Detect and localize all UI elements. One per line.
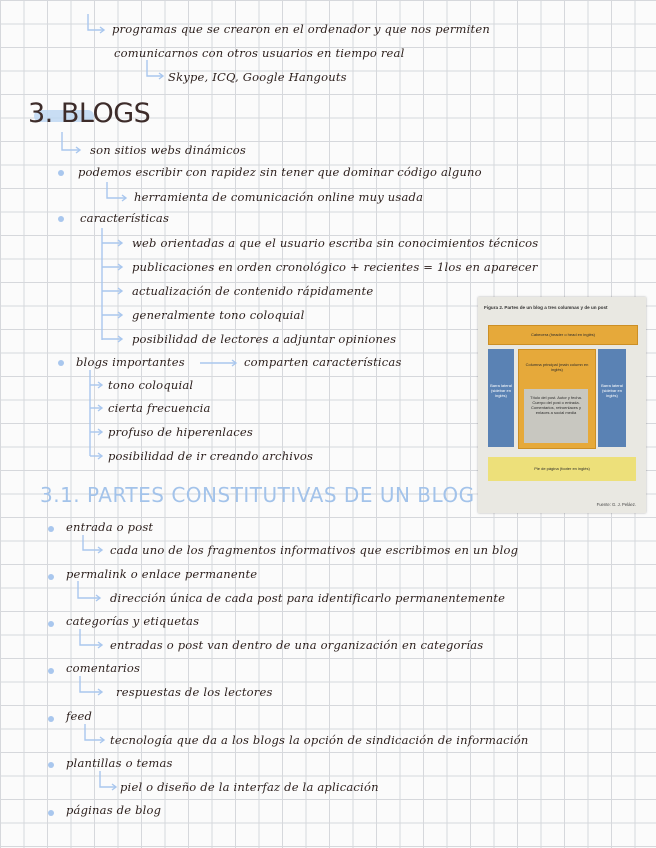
part-label: plantillas o temas bbox=[66, 756, 173, 770]
characteristic-item: posibilidad de lectores a adjuntar opiniones bbox=[132, 332, 397, 346]
bullet-dot bbox=[48, 668, 54, 674]
figure-left-label: Barra lateral (sidebar en inglés) bbox=[490, 383, 512, 398]
characteristic-item: generalmente tono coloquial bbox=[132, 308, 305, 322]
blog-structure-figure-photo bbox=[478, 297, 646, 513]
blogs-characteristics: características bbox=[80, 211, 170, 225]
figure-right-sidebar bbox=[598, 349, 626, 447]
characteristic-item: web orientadas a que el usuario escriba sin conocimientos técnicos bbox=[132, 236, 539, 250]
bullet-dot bbox=[48, 716, 54, 722]
bullet-dot bbox=[58, 216, 64, 222]
bullet-dot bbox=[48, 574, 54, 580]
part-label: permalink o enlace permanente bbox=[66, 567, 258, 581]
part-label: feed bbox=[66, 709, 93, 723]
blogs-important: blogs importantes bbox=[76, 355, 185, 369]
part-description: tecnología que da a los blogs la opción de sindicación de información bbox=[110, 733, 529, 747]
bullet-dot bbox=[48, 621, 54, 627]
figure-caption: Figura 2. Partes de un blog a tres columnas y de un post bbox=[484, 305, 608, 310]
part-label: comentarios bbox=[66, 661, 141, 675]
blogs-point-1: podemos escribir con rapidez sin tener que dominar código alguno bbox=[78, 165, 482, 179]
figure-right-label: Barra lateral (sidebar en inglés) bbox=[601, 383, 623, 398]
bullet-dot bbox=[48, 526, 54, 532]
figure-post-box bbox=[524, 389, 588, 443]
bullet-dot bbox=[48, 762, 54, 768]
important-item: cierta frecuencia bbox=[108, 401, 211, 415]
important-item: posibilidad de ir creando archivos bbox=[108, 449, 314, 463]
figure-main-label: Columna principal (main column en inglés) bbox=[525, 362, 589, 372]
part-description: piel o diseño de la interfaz de la aplicación bbox=[120, 780, 379, 794]
characteristic-item: publicaciones en orden cronológico + recientes = 1los en aparecer bbox=[132, 260, 538, 274]
bullet-dot bbox=[58, 170, 64, 176]
figure-footer-box bbox=[488, 457, 636, 481]
bullet-dot bbox=[58, 360, 64, 366]
intro-line-1: programas que se crearon en el ordenador y que nos permiten bbox=[112, 22, 490, 36]
part-description: dirección única de cada post para identificarlo permanentemente bbox=[110, 591, 506, 605]
part-label: categorías y etiquetas bbox=[66, 614, 200, 628]
important-item: tono coloquial bbox=[108, 378, 194, 392]
figure-post-label: Título del post. Autor y fecha. Cuerpo del post o entrada. Comentarios, retroenlaces y enlaces a social media bbox=[530, 395, 582, 415]
figure-left-sidebar bbox=[488, 349, 514, 447]
characteristic-item: actualización de contenido rápidamente bbox=[132, 284, 374, 298]
section-heading-parts: 3.1. PARTES CONSTITUTIVAS DE UN BLOG bbox=[40, 483, 475, 507]
bullet-dot bbox=[48, 810, 54, 816]
figure-footer-label: Pie de página (footer en inglés) bbox=[534, 466, 590, 471]
figure-source: Fuente: G. J. Peláez. bbox=[596, 502, 636, 507]
blogs-important-arrow-text: comparten características bbox=[244, 355, 402, 369]
blogs-definition: son sitios webs dinámicos bbox=[90, 143, 246, 157]
part-description: cada uno de los fragmentos informativos que escribimos en un blog bbox=[110, 543, 519, 557]
figure-header-box bbox=[488, 325, 638, 345]
section-heading-blogs: 3. BLOGS bbox=[28, 98, 151, 129]
part-label: páginas de blog bbox=[66, 803, 162, 817]
part-description: respuestas de los lectores bbox=[116, 685, 273, 699]
figure-header-label: Cabecera (header o head en inglés) bbox=[530, 332, 596, 337]
important-item: profuso de hiperenlaces bbox=[108, 425, 253, 439]
part-label: entrada o post bbox=[66, 520, 154, 534]
blogs-point-1-sub: herramienta de comunicación online muy usada bbox=[134, 190, 424, 204]
part-description: entradas o post van dentro de una organización en categorías bbox=[110, 638, 484, 652]
intro-line-2: comunicarnos con otros usuarios en tiempo real bbox=[114, 46, 405, 60]
intro-line-3: Skype, ICQ, Google Hangouts bbox=[168, 70, 347, 84]
